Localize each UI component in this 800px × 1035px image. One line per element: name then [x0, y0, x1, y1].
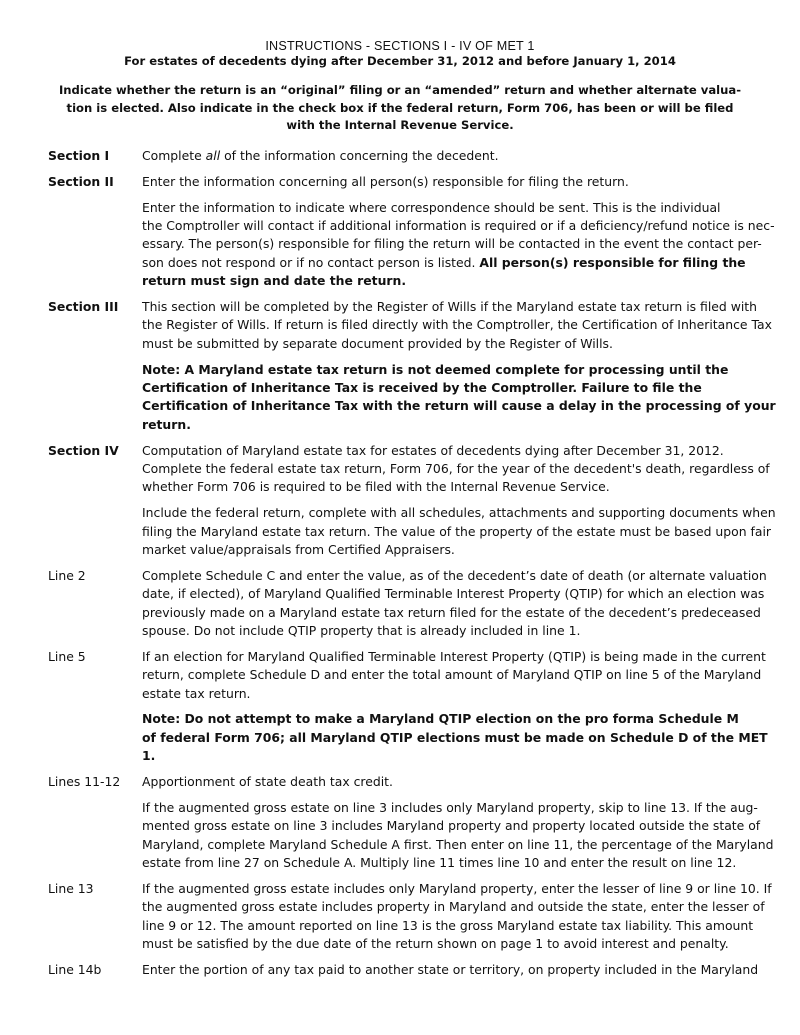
instructions-body: [48, 147, 776, 979]
instruction-row: [48, 199, 775, 291]
paragraph-line: [142, 817, 773, 835]
instruction-row: [48, 361, 776, 435]
instruction-paragraph: [142, 298, 772, 353]
paragraph-line: [142, 917, 772, 935]
paragraph-line: [142, 335, 772, 353]
instruction-row: [48, 773, 768, 791]
paragraph-line: [142, 622, 768, 640]
instruction-paragraph: [142, 773, 768, 791]
instruction-paragraph: [142, 442, 770, 497]
text-segment: Complete: [142, 148, 206, 163]
instruction-paragraph: [142, 504, 776, 559]
instruction-paragraph: [142, 961, 768, 979]
text-segment: If an election for Maryland Qualified Terminable Interest Property (QTIP) is being made in the current: [142, 648, 766, 664]
instruction-paragraph: [142, 567, 768, 641]
text-segment: son does not respond or if no contact person is listed.: [142, 254, 480, 270]
paragraph-line: [142, 799, 773, 817]
bold-text: Note: Do not attempt to make a Maryland QTIP election on the pro forma Schedule M: [142, 711, 739, 727]
paragraph-line: [142, 442, 770, 460]
text-segment: If the augmented gross estate includes only Maryland property, enter the lesser of line 9 or line 10. If: [142, 880, 772, 896]
paragraph-line: [142, 541, 776, 559]
instruction-row: [48, 880, 772, 954]
instruction-paragraph: [142, 710, 768, 765]
section-label: Line 14b: [48, 961, 102, 977]
instruction-row: [48, 710, 768, 765]
paragraph-line: [142, 666, 768, 684]
page-title: INSTRUCTIONS - SECTIONS I - IV OF MET 1: [265, 39, 535, 53]
instruction-paragraph: [142, 799, 773, 873]
text-segment: line 9 or 12. The amount reported on line 13 is the gross Maryland estate tax liability. This amount: [142, 917, 754, 933]
intro-line: with the Internal Revenue Service.: [286, 118, 514, 132]
paragraph-line: [142, 504, 776, 522]
paragraph-line: [142, 567, 768, 585]
text-segment: must be submitted by separate document provided by the Register of Wills.: [142, 335, 613, 351]
text-segment: If the augmented gross estate on line 3 includes only Maryland property, skip to line 13. If the aug-: [142, 799, 758, 815]
paragraph-line: [142, 523, 776, 541]
section-label: Lines 11-12: [48, 774, 121, 790]
text-segment: Maryland, complete Maryland Schedule A first. Then enter on line 11, the percentage of the Maryland: [142, 836, 774, 852]
section-label: [48, 710, 142, 765]
section-label: [48, 799, 142, 873]
text-segment: of the information concerning the decedent.: [220, 148, 499, 163]
paragraph-line: [142, 460, 770, 478]
section-label: [48, 361, 142, 435]
paragraph-line: [142, 773, 768, 791]
paragraph-line: [142, 147, 768, 165]
paragraph-line: [142, 585, 768, 603]
instruction-row: [48, 147, 768, 165]
instruction-row: [48, 799, 774, 873]
bold-text: Certification of Inheritance Tax with the return will cause a delay in the processing of your: [142, 398, 776, 414]
intro-line: Indicate whether the return is an “original” filing or an “amended” return and whether alternate valua-: [58, 83, 742, 97]
text-segment: Include the federal return, complete with all schedules, attachments and supporting documents when: [142, 505, 776, 521]
instruction-paragraph: [142, 173, 768, 191]
paragraph-line: [142, 235, 775, 253]
bold-text: return must sign and date the return.: [142, 273, 407, 289]
instruction-paragraph: [142, 880, 772, 954]
instruction-row: [48, 567, 768, 641]
text-segment: Enter the information to indicate where correspondence should be sent. This is the individual: [142, 199, 721, 215]
instruction-paragraph: [142, 648, 768, 703]
bold-text: All person(s) responsible for filing the: [479, 254, 746, 270]
text-segment: Complete Schedule C and enter the value, as of the decedent’s date of death (or alternate valuation: [142, 567, 767, 583]
paragraph-line: [142, 361, 776, 379]
paragraph-line: [142, 254, 775, 272]
section-label: Line 5: [48, 648, 86, 664]
paragraph-line: [142, 298, 772, 316]
paragraph-line: [142, 710, 768, 728]
italic-text: all: [205, 148, 221, 163]
text-segment: essary. The person(s) responsible for filing the return will be contacted in the event the contact per-: [142, 236, 762, 252]
text-segment: whether Form 706 is required to be filed with the Internal Revenue Service.: [142, 479, 610, 495]
text-segment: Computation of Maryland estate tax for estates of decedents dying after December 31, 2012.: [142, 442, 724, 458]
section-label: [48, 504, 142, 559]
paragraph-line: [142, 397, 776, 415]
text-segment: Apportionment of state death tax credit.: [142, 774, 393, 790]
text-segment: This section will be completed by the Register of Wills if the Maryland estate tax return is filed with: [142, 299, 757, 315]
section-label: Section II: [48, 173, 114, 189]
text-segment: Enter the portion of any tax paid to another state or territory, on property included in the Maryland: [142, 961, 759, 977]
instruction-row: [48, 961, 768, 979]
paragraph-line: [142, 685, 768, 703]
paragraph-line: [142, 648, 768, 666]
text-segment: filing the Maryland estate tax return. The value of the property of the estate must be based upon fair: [142, 523, 771, 539]
instruction-paragraph: [142, 147, 768, 165]
instruction-paragraph: [142, 361, 776, 435]
paragraph-line: [142, 316, 772, 334]
paragraph-line: [142, 836, 773, 854]
instruction-row: [48, 648, 768, 703]
paragraph-line: [142, 729, 768, 747]
instruction-row: [48, 504, 776, 559]
paragraph-line: [142, 217, 775, 235]
paragraph-line: [142, 604, 768, 622]
text-segment: the Register of Wills. If return is filed directly with the Comptroller, the Certification of Inheritance Tax: [142, 317, 772, 333]
text-segment: date, if elected), of Maryland Qualified Terminable Interest Property (QTIP) for which an election was: [142, 586, 765, 602]
bold-text: Note: A Maryland estate tax return is not deemed complete for processing until the: [142, 361, 729, 377]
section-label: Line 13: [48, 880, 94, 896]
paragraph-line: [142, 272, 775, 290]
text-segment: the Comptroller will contact if additional information is required or if a deficiency/refund notice is nec-: [142, 218, 775, 233]
text-segment: market value/appraisals from Certified Appraisers.: [142, 542, 455, 558]
paragraph-line: [142, 854, 773, 872]
text-segment: the augmented gross estate includes property in Maryland and outside the state, enter the lesser of: [142, 899, 765, 915]
paragraph-line: [142, 747, 768, 765]
text-segment: mented gross estate on line 3 includes Maryland property and property located outside the state of: [142, 818, 761, 834]
paragraph-line: [142, 379, 776, 397]
paragraph-line: [142, 173, 768, 191]
instruction-row: [48, 173, 768, 191]
intro-line: tion is elected. Also indicate in the check box if the federal return, Form 706, has been or will be filed: [66, 100, 734, 115]
instruction-row: [48, 298, 772, 353]
page-subtitle: For estates of decedents dying after December 31, 2012 and before January 1, 2014: [124, 54, 676, 68]
text-segment: estate from line 27 on Schedule A. Multiply line 11 times line 10 and enter the result on line 12.: [142, 855, 737, 871]
bold-text: of federal Form 706; all Maryland QTIP elections must be made on Schedule D of the MET: [142, 729, 768, 745]
section-label: Section I: [48, 148, 110, 163]
text-segment: previously made on a Maryland estate tax return filed for the estate of the decedent’s predeceased: [142, 604, 761, 620]
section-label: [48, 199, 142, 291]
intro-paragraph: [0, 82, 800, 135]
text-segment: return, complete Schedule D and enter the total amount of Maryland QTIP on line 5 of the Maryland: [142, 667, 762, 683]
paragraph-line: [142, 416, 776, 434]
paragraph-line: [142, 935, 772, 953]
bold-text: Certification of Inheritance Tax is received by the Comptroller. Failure to file the: [142, 380, 702, 396]
instruction-paragraph: [142, 199, 775, 291]
paragraph-line: [142, 898, 772, 916]
bold-text: 1.: [142, 748, 156, 764]
paragraph-line: [142, 199, 775, 217]
paragraph-line: [142, 478, 770, 496]
text-segment: Complete the federal estate tax return, Form 706, for the year of the decedent's death, regardless of: [142, 461, 770, 477]
section-label: Line 2: [48, 567, 86, 583]
paragraph-line: [142, 961, 768, 979]
text-segment: spouse. Do not include QTIP property that is already included in line 1.: [142, 623, 581, 639]
instruction-row: [48, 442, 768, 497]
paragraph-line: [142, 880, 772, 898]
text-segment: estate tax return.: [142, 685, 251, 701]
section-label: Section III: [48, 299, 119, 315]
section-label: Section IV: [48, 442, 119, 458]
text-segment: Enter the information concerning all person(s) responsible for filing the return.: [142, 173, 629, 189]
bold-text: return.: [142, 416, 191, 432]
text-segment: must be satisfied by the due date of the return shown on page 1 to avoid interest and penalty.: [142, 936, 729, 952]
